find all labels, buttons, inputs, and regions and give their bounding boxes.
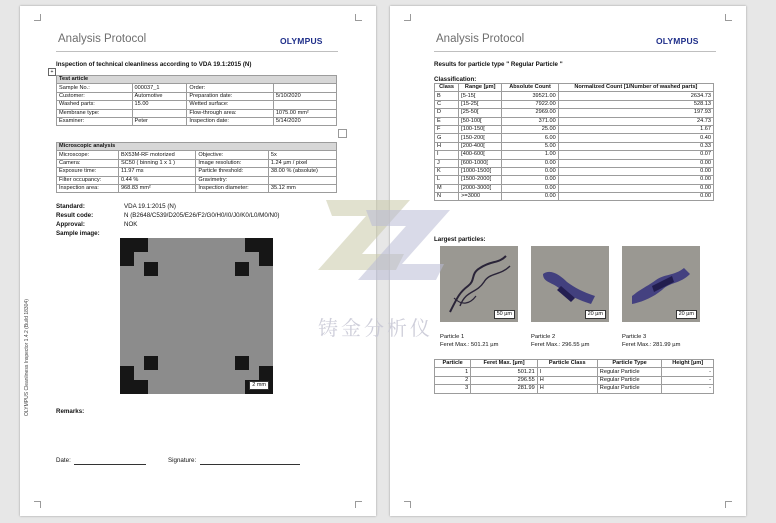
approval-value: NOK	[124, 221, 138, 228]
standard-value: VDA 19.1:2015 (N)	[124, 203, 176, 210]
particle-image-3	[622, 246, 700, 322]
signature-line	[200, 464, 300, 465]
cell: [150-200[	[459, 134, 502, 142]
remarks-label: Remarks:	[56, 408, 85, 415]
cell: [400-600[	[459, 151, 502, 159]
crop-mark	[34, 501, 41, 508]
cell: SC50 ( binning 1 x 1 )	[118, 159, 195, 167]
particle-3-scale: 20 µm	[676, 310, 697, 319]
cell: 1075.00 mm²	[273, 109, 336, 117]
cell: [15-25[	[459, 100, 502, 108]
sample-image-label: Sample image:	[56, 230, 100, 237]
crop-mark	[725, 501, 732, 508]
cell: G	[435, 134, 459, 142]
cell: Microscope:	[57, 151, 119, 159]
cell: 0.40	[558, 134, 713, 142]
cell: [200-400[	[459, 142, 502, 150]
table-row	[435, 109, 714, 117]
cell: Inspection diameter:	[196, 184, 269, 192]
cell: Customer:	[57, 92, 133, 100]
header-divider	[56, 51, 338, 52]
microscopic-analysis-table	[56, 142, 337, 193]
cell: Regular Particle	[597, 385, 662, 393]
cell: H	[435, 142, 459, 150]
cell: [600-1000[	[459, 159, 502, 167]
table-row	[435, 176, 714, 184]
microscopic-title: Microscopic analysis	[57, 143, 337, 151]
table-row	[435, 368, 714, 376]
cell: -	[662, 385, 714, 393]
particle-image-2	[531, 246, 609, 322]
cell	[132, 109, 187, 117]
cell: C	[435, 100, 459, 108]
crop-mark	[34, 14, 41, 21]
table-row	[435, 134, 714, 142]
column-header: Normalized Count [1/Number of washed parts]	[558, 84, 713, 92]
cell: Filter occupancy:	[57, 176, 119, 184]
cell: Inspection area:	[57, 184, 119, 192]
olympus-logo: OLYMPUS	[280, 36, 323, 46]
particle-1-caption	[440, 333, 498, 349]
table-row	[435, 184, 714, 192]
table-row	[435, 376, 714, 384]
cell: 000037_1	[132, 84, 187, 92]
table-move-handle-icon[interactable]: +	[48, 68, 56, 76]
cell: 296.55	[471, 376, 537, 384]
cell: K	[435, 167, 459, 175]
column-header: Class	[435, 84, 459, 92]
cell: 11.97 ms	[118, 168, 195, 176]
cell: J	[435, 159, 459, 167]
cell: 24.73	[558, 117, 713, 125]
cell: Washed parts:	[57, 101, 133, 109]
cell: [100-150[	[459, 125, 502, 133]
cell: 0.00	[558, 184, 713, 192]
cell: 2969.00	[502, 109, 559, 117]
test-article-title: Test article	[57, 76, 337, 84]
cell: 501.21	[471, 368, 537, 376]
sample-membrane-image	[120, 238, 273, 394]
classification-label: Classification:	[434, 76, 477, 83]
cell: Image resolution:	[196, 159, 269, 167]
cell: L	[435, 176, 459, 184]
signature-label: Signature:	[168, 457, 197, 464]
cell: [1000-1500[	[459, 167, 502, 175]
cell: 0.00	[558, 176, 713, 184]
cell: 25.00	[502, 125, 559, 133]
cell: [2000-3000[	[459, 184, 502, 192]
scale-bar-label: 2 mm	[249, 381, 269, 390]
column-header: Particle Class	[537, 360, 597, 368]
test-article-table	[56, 75, 337, 126]
table-row	[435, 142, 714, 150]
watermark-text: 铸金分析仪	[318, 318, 433, 340]
cell: 0.00	[558, 193, 713, 201]
results-heading: Results for particle type " Regular Particle "	[434, 61, 563, 68]
approval-label: Approval:	[56, 221, 85, 228]
column-header: Particle	[435, 360, 471, 368]
cell: Membrane type:	[57, 109, 133, 117]
cell: 0.00	[558, 159, 713, 167]
report-heading: Inspection of technical cleanliness according to VDA 19.1:2015 (N)	[56, 61, 252, 68]
olympus-logo: OLYMPUS	[656, 36, 699, 46]
cell: Objective:	[196, 151, 269, 159]
table-row	[435, 385, 714, 393]
cell: 0.00	[502, 193, 559, 201]
crop-mark	[404, 14, 411, 21]
cell: M	[435, 184, 459, 192]
watermark-logo-icon	[318, 190, 458, 310]
crop-mark	[404, 501, 411, 508]
cell: -	[662, 368, 714, 376]
particle-feret: Feret Max.: 281.99 µm	[622, 342, 681, 348]
resize-handle[interactable]	[338, 129, 347, 138]
cell: N	[435, 193, 459, 201]
particle-3-caption	[622, 333, 680, 349]
standard-label: Standard:	[56, 203, 85, 210]
classification-table	[434, 83, 714, 201]
table-row	[435, 92, 714, 100]
cell: I	[435, 151, 459, 159]
cell: Sample No.:	[57, 84, 133, 92]
cell: [50-100[	[459, 117, 502, 125]
particle-name: Particle 1	[440, 334, 465, 340]
cell: 2	[435, 376, 471, 384]
cell: 0.44 %	[118, 176, 195, 184]
particle-feret: Feret Max.: 501.21 µm	[440, 342, 499, 348]
table-row	[435, 193, 714, 201]
cell: 0.00	[558, 167, 713, 175]
cell: [25-50[	[459, 109, 502, 117]
cell: Particle threshold:	[196, 168, 269, 176]
cell: Gravimetry:	[196, 176, 269, 184]
cell: 1.67	[558, 125, 713, 133]
cell: 1.00	[502, 151, 559, 159]
particle-name: Particle 2	[531, 334, 556, 340]
result-code-label: Result code:	[56, 212, 94, 219]
cell: -	[662, 376, 714, 384]
column-header: Feret Max. [µm]	[471, 360, 537, 368]
particle-2-caption	[531, 333, 589, 349]
cell: 0.00	[502, 184, 559, 192]
largest-particles-label: Largest particles:	[434, 236, 486, 243]
particle-name: Particle 3	[622, 334, 647, 340]
table-row	[435, 159, 714, 167]
cell: Exposure time:	[57, 168, 119, 176]
cell: Wetted surface:	[187, 101, 273, 109]
cell: 2634.73	[558, 92, 713, 100]
cell: 35.12 mm	[268, 184, 336, 192]
cell: >=3000	[459, 193, 502, 201]
particle-summary-table	[434, 359, 714, 394]
page-header-title: Analysis Protocol	[436, 33, 525, 45]
cell: 0.07	[558, 151, 713, 159]
cell: 38.00 % (absolute)	[268, 168, 336, 176]
table-row	[435, 100, 714, 108]
column-header: Particle Type	[597, 360, 662, 368]
cell: Regular Particle	[597, 368, 662, 376]
cell: B	[435, 92, 459, 100]
cell: Preparation date:	[187, 92, 273, 100]
column-header: Height [µm]	[662, 360, 714, 368]
cell: Automotive	[132, 92, 187, 100]
cell: 197.93	[558, 109, 713, 117]
date-label: Date:	[56, 457, 71, 464]
table-row	[435, 167, 714, 175]
cell: Inspection date:	[187, 117, 273, 125]
cell: 281.99	[471, 385, 537, 393]
page-header-title: Analysis Protocol	[58, 33, 147, 45]
cell: 5/14/2020	[273, 117, 336, 125]
cell: Camera:	[57, 159, 119, 167]
crop-mark	[725, 14, 732, 21]
cell: 371.00	[502, 117, 559, 125]
cell: [5-15[	[459, 92, 502, 100]
cell: H	[537, 376, 597, 384]
particle-feret: Feret Max.: 296.55 µm	[531, 342, 590, 348]
cell: 0.00	[502, 159, 559, 167]
software-version-text: OLYMPUS Cleanliness Inspector 1.4.2 (Build 18304)	[24, 299, 30, 416]
cell	[273, 101, 336, 109]
column-header: Range [µm]	[459, 84, 502, 92]
cell: 0.00	[502, 167, 559, 175]
cell: 1	[435, 368, 471, 376]
cell: [1500-2000[	[459, 176, 502, 184]
cell: E	[435, 117, 459, 125]
cell: 7922.00	[502, 100, 559, 108]
cell: I	[537, 368, 597, 376]
cell	[273, 84, 336, 92]
cell: H	[537, 385, 597, 393]
result-code-value: N (B2648/C539/D205/E26/F2/G0/H0/I0/J0/K0/L0/M0/N0)	[124, 212, 280, 219]
header-divider	[434, 51, 716, 52]
cell: Order:	[187, 84, 273, 92]
cell: 1.24 µm / pixel	[268, 159, 336, 167]
cell: BX53M-RF motorized	[118, 151, 195, 159]
cell: Peter	[132, 117, 187, 125]
column-header: Absolute Count	[502, 84, 559, 92]
table-row	[435, 151, 714, 159]
cell: D	[435, 109, 459, 117]
particle-2-scale: 20 µm	[585, 310, 606, 319]
cell: 6.00	[502, 134, 559, 142]
cell: 528.13	[558, 100, 713, 108]
table-row	[435, 125, 714, 133]
date-line	[74, 464, 146, 465]
cell: Examiner:	[57, 117, 133, 125]
cell: 968.83 mm²	[118, 184, 195, 192]
cell: 15.00	[132, 101, 187, 109]
cell: 3	[435, 385, 471, 393]
crop-mark	[355, 14, 362, 21]
cell: 39521.00	[502, 92, 559, 100]
cell: 0.33	[558, 142, 713, 150]
cell: Regular Particle	[597, 376, 662, 384]
cell: 5.00	[502, 142, 559, 150]
cell	[268, 176, 336, 184]
cell: 0.00	[502, 176, 559, 184]
table-row	[435, 117, 714, 125]
cell: 5x	[268, 151, 336, 159]
cell: 5/10/2020	[273, 92, 336, 100]
crop-mark	[355, 501, 362, 508]
particle-1-scale: 50 µm	[494, 310, 515, 319]
cell: F	[435, 125, 459, 133]
cell: Flow-through area:	[187, 109, 273, 117]
